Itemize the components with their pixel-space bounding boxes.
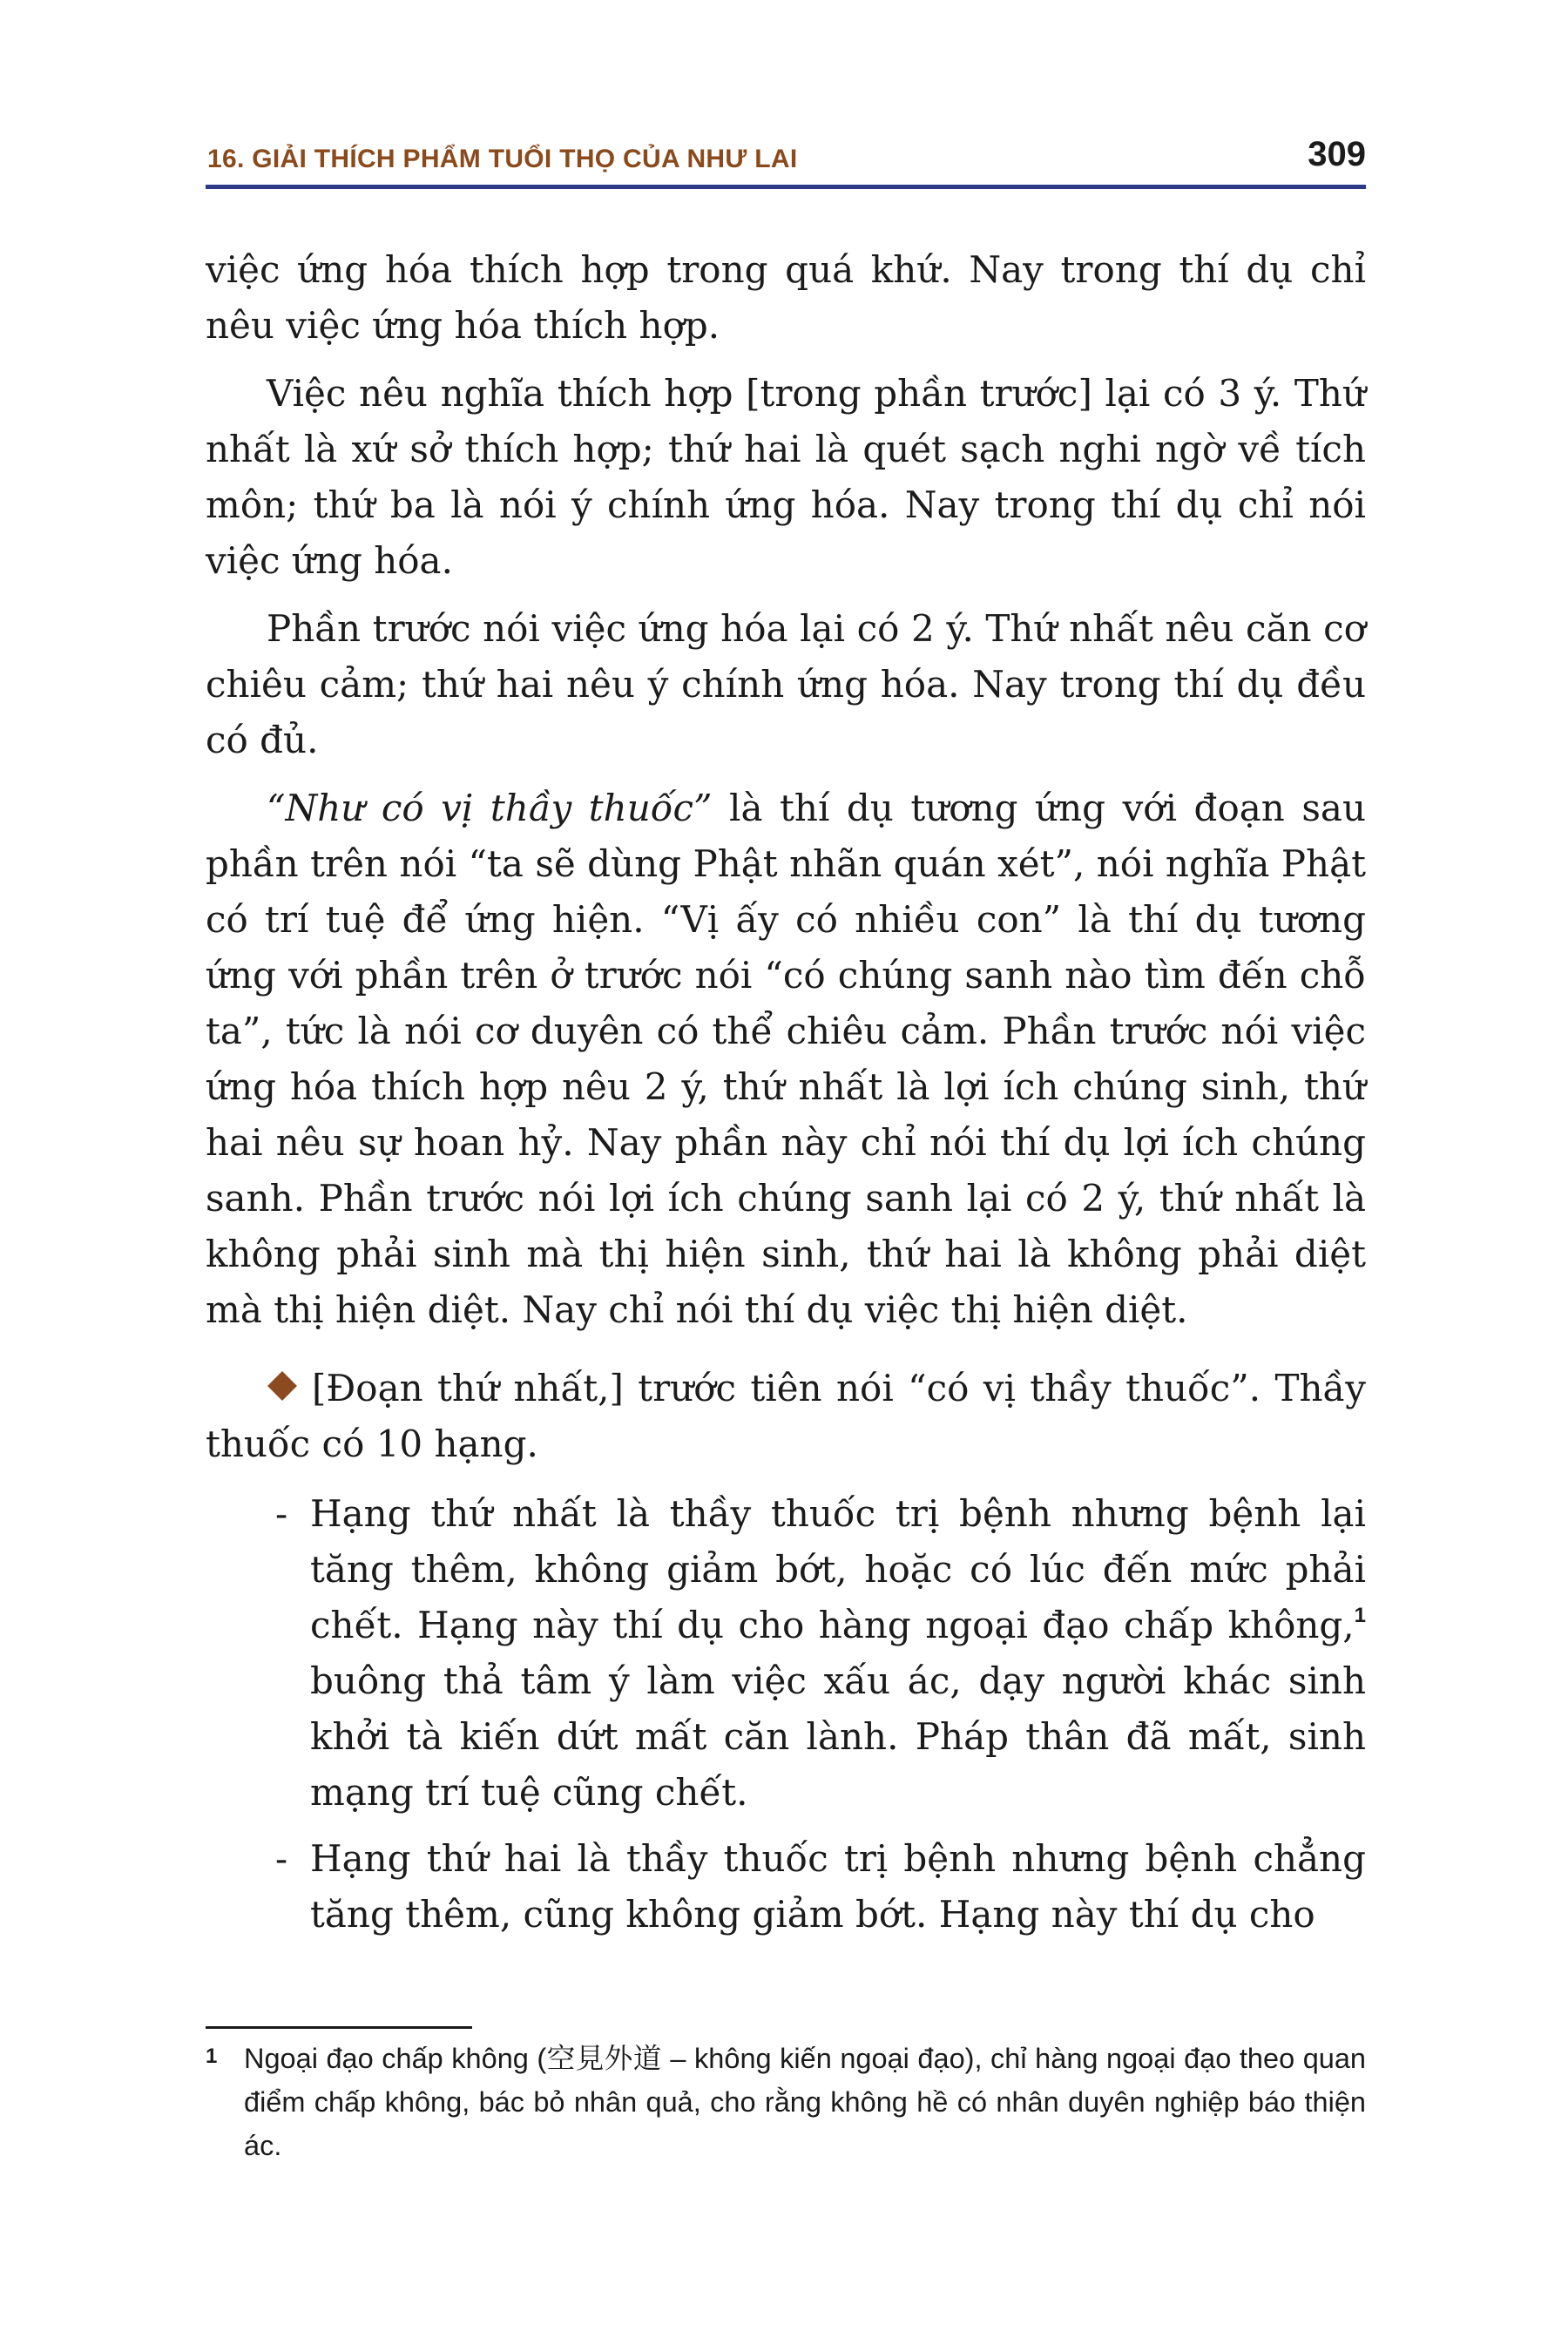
paragraph-4-text: là thí dụ tương ứng với đoạn sau phần trên nói “ta sẽ dùng Phật nhãn quán xét”, nói nghĩa Phật có trí tuệ để ứng hiện. “Vị ấy có nhiều con” là thí dụ tương ứng với phần trên ở trước nói “có chúng sanh nào tìm đến chỗ ta”, tức là nói cơ duyên có thể chiêu cảm. Phần trước nói việc ứng hóa thích hợp nêu 2 ý, thứ nhất là lợi ích chúng sinh, thứ hai nêu sự hoan hỷ. Nay phần này chỉ nói thí dụ lợi ích chúng sanh. Phần trước nói lợi ích chúng sanh lại có 2 ý, thứ nhất là không phải sinh mà thị hiện sinh, thứ hai là không phải diệt mà thị hiện diệt. Nay chỉ nói thí dụ việc thị hiện diệt. xyxy=(206,787,1366,1331)
list-item-1-text: Hạng thứ nhất là thầy thuốc trị bệnh nhưng bệnh lại tăng thêm, không giảm bớt, hoặc có lúc đến mức phải chết. Hạng này thí dụ cho hàng ngoại đạo chấp không, xyxy=(310,1492,1366,1646)
list-item-2-text: Hạng thứ hai là thầy thuốc trị bệnh nhưng bệnh chẳng tăng thêm, cũng không giảm bớt. Hạng này thí dụ cho xyxy=(310,1837,1366,1936)
running-header xyxy=(206,118,1366,189)
paragraph-2: Việc nêu nghĩa thích hợp [trong phần trước] lại có 3 ý. Thứ nhất là xứ sở thích hợp; thứ hai là quét sạch nghi ngờ về tích môn; thứ ba là nói ý chính ứng hóa. Nay trong thí dụ chỉ nói việc ứng hóa. xyxy=(206,372,1366,582)
footnote-number: 1 xyxy=(206,2044,218,2068)
footnote-reference[interactable]: 1 xyxy=(1354,1604,1366,1627)
footnote-text: Ngoại đạo chấp không (空見外道 – không kiến ngoại đạo), chỉ hàng ngoại đạo theo quan điểm chấp không, bác bỏ nhân quả, cho rằng không hề có nhân duyên nghiệp báo thiện ác. xyxy=(244,2043,1366,2161)
paragraph-4 xyxy=(206,781,1366,1338)
footnote-divider xyxy=(206,2026,472,2029)
list-item xyxy=(206,1831,1366,1943)
dash-marker: - xyxy=(275,1837,288,1880)
quoted-phrase: “Như có vị thầy thuốc” xyxy=(267,787,713,829)
page-number: 309 xyxy=(1308,135,1366,173)
list-item-1-text-cont: buông thả tâm ý làm việc xấu ác, dạy người khác sinh khởi tà kiến dứt mất căn lành. Pháp thân đã mất, sinh mạng trí tuệ cũng chết. xyxy=(310,1659,1366,1814)
physician-list xyxy=(206,1486,1366,1943)
list-item xyxy=(206,1486,1366,1821)
body-text xyxy=(206,242,1366,1953)
chapter-title: 16. GIẢI THÍCH PHẨM TUỔI THỌ CỦA NHƯ LAI xyxy=(207,145,798,173)
paragraph-3: Phần trước nói việc ứng hóa lại có 2 ý. Thứ nhất nêu căn cơ chiêu cảm; thứ hai nêu ý chính ứng hóa. Nay trong thí dụ đều có đủ. xyxy=(206,607,1366,761)
paragraph-1: việc ứng hóa thích hợp trong quá khứ. Nay trong thí dụ chỉ nêu việc ứng hóa thích hợp. xyxy=(206,248,1366,347)
bullet-paragraph xyxy=(206,1361,1366,1472)
diamond-bullet-icon xyxy=(267,1371,297,1401)
dash-marker: - xyxy=(275,1492,288,1535)
footnote xyxy=(206,2037,1366,2167)
bullet-paragraph-text: [Đoạn thứ nhất,] trước tiên nói “có vị thầy thuốc”. Thầy thuốc có 10 hạng. xyxy=(206,1367,1366,1465)
